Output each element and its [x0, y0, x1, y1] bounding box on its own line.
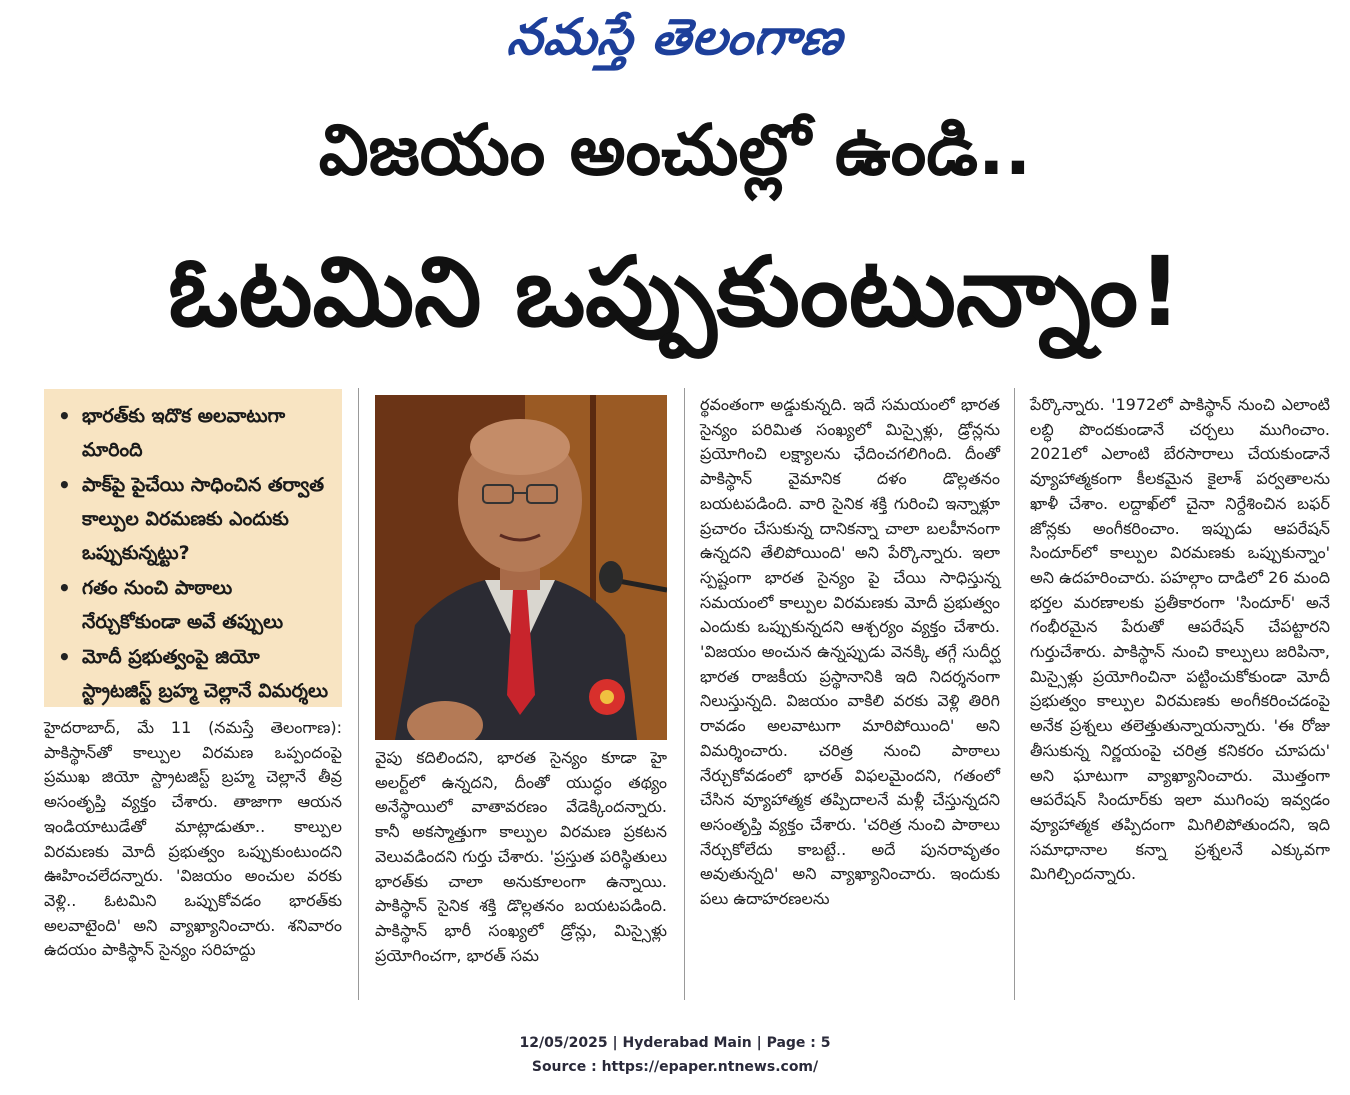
summary-item-text: భారత్‌కు ఇదొక అలవాటుగా మారింది: [82, 405, 286, 461]
article-column-4: పేర్కొన్నారు. '1972లో పాకిస్థాన్ నుంచి ఎలాంటి లబ్ధి పొందకుండానే చర్చలు ముగించాం. 2021లో ఎలాంటి బేరసారాలు చేయకుండానే వ్యూహాత్మకంగా కీలకమైన కైలాశ్ పర్వతాలను ఖాళీ చేశాం. లద్దాఖ్‌లో చైనా నిర్దేశించిన బఫర్ జోన్లకు అంగీకరించాం. ఇప్పుడు ఆపరేషన్ సిందూర్‌లో కాల్పుల విరమణకు ఒప్పుకున్నాం' అని ఉదహరించారు. పహల్గాం దాడిలో 26 మంది భర్తల మరణాలకు ప్రతీకారంగా 'సిందూర్' అనే గంభీరమైన పేరుతో ఆపరేషన్ చేపట్టారని గుర్తుచేశారు. పాకిస్థాన్ నుంచి కాల్పులు జరిపినా, మిస్సైళ్లు ప్రయోగించినా పట్టించుకోకుండా మోదీ ప్రభుత్వం కాల్పుల విరమణకు అంగీకరించడంపై అనేక ప్రశ్నలు తలెత్తుతున్నాయన్నారు. 'ఈ రోజు తీసుకున్న నిర్ణయంపై చరిత్ర కనికరం చూపదు' అని ఘాటుగా వ్యాఖ్యానించారు. మొత్తంగా ఆపరేషన్ సిందూర్‌కు ఇలా ముగింపు ఇవ్వడం వ్యూహాత్మక తప్పిదంగా మిగిలిపోతుందని, ఇది సమాధానాల కన్నా ప్రశ్నలనే ఎక్కువగా మిగిల్చిందన్నారు.: [1030, 395, 1330, 884]
summary-item-text: మోదీ ప్రభుత్వంపై జియో స్ట్రాటజిస్ట్ బ్రహ్మ చెల్లానే విమర్శలు: [82, 646, 329, 702]
column-divider: [1014, 388, 1015, 1000]
article-column-1: హైదరాబాద్, మే 11 (నమస్తే తెలంగాణ): పాకిస్థాన్‌తో కాల్పుల విరమణ ఒప్పందంపై ప్రముఖ జియో స్ట్రాటజిస్ట్ బ్రహ్మ చెల్లానే తీవ్ర అసంతృప్తి వ్యక్తం చేశారు. తాజాగా ఆయన ఇండియాటుడేతో మాట్లాడుతూ.. కాల్పుల విరమణకు మోదీ ప్రభుత్వం ఒప్పుకుంటుందని ఊహించలేదన్నారు. 'విజయం అంచుల వరకు వెళ్లి.. ఓటమిని ఒప్పుకోవడం భారత్‌కు అలవాటైంది' అని వ్యాఖ్యానించారు. శనివారం ఉదయం పాకిస్థాన్ సైన్యం సరిహద్దు: [44, 718, 342, 960]
summary-list: [56, 399, 334, 708]
footer-source: Source : https://epaper.ntnews.com/: [531, 1059, 819, 1075]
bullet-icon: •: [58, 576, 71, 600]
speaker-illustration: [375, 395, 667, 740]
column-divider: [358, 388, 359, 1000]
summary-item: [56, 399, 334, 467]
newspaper-masthead: [0, 8, 1350, 72]
summary-item: [56, 468, 334, 570]
footer-edition-info: 12/05/2025 | Hyderabad Main | Page : 5: [519, 1035, 831, 1051]
headline-line-1: విజయం అంచుల్లో ఉండి..: [318, 109, 1032, 191]
masthead-title: నమస్తే తెలంగాణ: [504, 8, 847, 66]
summary-item: [56, 571, 334, 639]
bullet-icon: •: [58, 645, 71, 669]
article-column-3: ర్థవంతంగా అడ్డుకున్నది. ఇదే సమయంలో భారత సైన్యం పరిమిత సంఖ్యలో మిస్సైళ్లు, డ్రోన్లను ప్రయోగించి లక్ష్యాలను ఛేదించగలిగింది. దీంతో పాకిస్థాన్ వైమానిక దళం డొల్లతనం బయటపడింది. వారి సైనిక శక్తి గురించి ఇన్నాళ్లూ ప్రచారం చేసుకున్న దానికన్నా చాలా బలహీనంగా ఉన్నదని తేలిపోయింది' అని పేర్కొన్నారు. ఇలా స్పష్టంగా భారత సైన్యం పై చేయి సాధిస్తున్న సమయంలో కాల్పుల విరమణకు మోదీ ప్రభుత్వం ఎందుకు ఒప్పుకున్నదని ఆశ్చర్యం వ్యక్తం చేశారు. 'విజయం అంచున ఉన్నప్పుడు వెనక్కి తగ్గే సుదీర్ఘ భారత రాజకీయ ప్రస్థానానికి ఇది నిదర్శనంగా నిలుస్తున్నది. విజయం వాకిలి వరకు వెళ్లి తిరిగి రావడం అలవాటుగా మారిపోయింది' అని విమర్శించారు. చరిత్ర నుంచి పాఠాలు నేర్చుకోవడంలో భారత్ విఫలమైందని, గతంలో చేసిన వ్యూహాత్మక తప్పిదాలనే మళ్లీ చేస్తున్నదని అసంతృప్తి వ్యక్తం చేశారు. 'చరిత్ర నుంచి పాఠాలు నేర్చుకోలేదు కాబట్టే.. అదే పునరావృతం అవుతున్నది' అని వ్యాఖ్యానించారు. ఇందుకు పలు ఉదాహరణలను: [700, 395, 1000, 909]
speaker-photo: [375, 395, 667, 740]
summary-item: [56, 640, 334, 708]
bullet-icon: •: [58, 404, 71, 428]
headline-line-2: ఓటమిని ఒప్పుకుంటున్నాం!: [168, 236, 1182, 348]
article-column-2: వైపు కదిలిందని, భారత సైన్యం కూడా హై అలర్ట్‌లో ఉన్నదని, దీంతో యుద్ధం తథ్యం అనేస్థాయిలో వాతావరణం వేడెక్కిందన్నారు. కానీ అకస్మాత్తుగా కాల్పుల విరమణ ప్రకటన వెలువడిందని గుర్తు చేశారు. 'ప్రస్తుత పరిస్థితులు భారత్‌కు చాలా అనుకూలంగా ఉన్నాయి. పాకిస్థాన్ సైనిక శక్తి డొల్లతనం బయటపడింది. పాకిస్థాన్ భారీ సంఖ్యలో డ్రోన్లు, మిస్సైళ్లు ప్రయోగించగా, భారత్ సమ: [375, 748, 667, 965]
summary-box: [44, 389, 342, 707]
column-divider: [684, 388, 685, 1000]
summary-item-text: పాక్‌పై పైచేయి సాధించిన తర్వాత కాల్పుల విరమణకు ఎందుకు ఒప్పుకున్నట్టు?: [82, 474, 324, 564]
summary-item-text: గతం నుంచి పాఠాలు నేర్చుకోకుండా అవే తప్పులు: [82, 577, 284, 633]
bullet-icon: •: [58, 473, 71, 497]
